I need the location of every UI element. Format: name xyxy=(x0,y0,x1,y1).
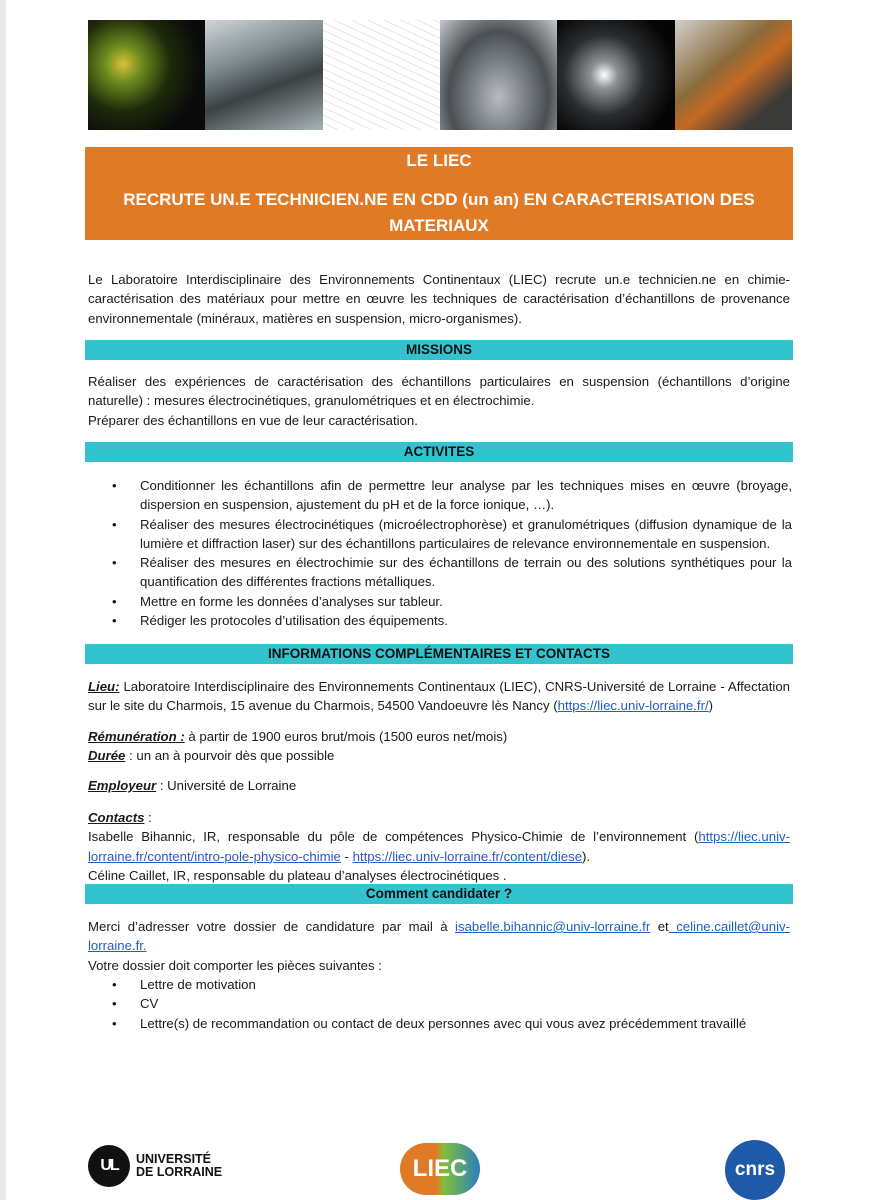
list-item: • Mettre en forme les données d’analyses sur tableur. xyxy=(112,592,792,611)
remuneration-label: Rémunération : xyxy=(88,729,185,744)
candidater-paragraph: Merci d’adresser votre dossier de candidature par mail à isabelle.bihannic@univ-lorraine.fr et celine.caillet@univ-lorraine.fr. Votre dossier doit comporter les pièces suivantes : xyxy=(88,917,790,975)
remuneration-paragraph: Rémunération : à partir de 1900 euros brut/mois (1500 euros net/mois) Durée : un an à pourvoir dès que possible xyxy=(88,729,508,764)
lieu-label: Lieu: xyxy=(88,679,120,694)
banner-photo-electrode xyxy=(440,20,557,130)
bullet-icon: • xyxy=(112,555,117,571)
banner-photo-minerals xyxy=(88,20,205,130)
banner-photo-lab-equipment xyxy=(205,20,322,130)
pieces-list xyxy=(112,975,792,1033)
ul-logo-line-2: DE LORRAINE xyxy=(136,1165,223,1179)
list-item: • Réaliser des mesures en électrochimie sur des échantillons de terrain ou des solutions synthétiques pour la quantification des différentes fractions métalliques. xyxy=(112,555,792,590)
list-item: • Lettre de motivation xyxy=(112,975,792,994)
title-box xyxy=(85,147,793,240)
cnrs-logo: cnrs xyxy=(725,1140,785,1200)
list-item: • Lettre(s) de recommandation ou contact de deux personnes avec qui vous avez précédemment travaillé xyxy=(112,1014,792,1033)
title-line-2: RECRUTE UN.E TECHNICIEN.NE EN CDD (un an) EN CARACTERISATION DES MATERIAUX xyxy=(123,190,755,235)
header-banner-image xyxy=(88,20,792,130)
contacts-paragraph: Contacts : Isabelle Bihannic, IR, responsable du pôle de compétences Physico-Chimie de l’environnement (https://liec.univ-lorraine.fr/content/intro-pole-physico-chimie - https://liec.univ-lorraine.fr/content/diese). Céline Caillet, IR, responsable du plateau d’analyses électrocinétiques . xyxy=(88,808,790,885)
list-item: • Conditionner les échantillons afin de permettre leur analyse par les techniques mises en œuvre (broyage, dispersion en suspension, ajustement du pH et de la force ionique, …). xyxy=(112,478,792,513)
contacts-label: Contacts xyxy=(88,810,145,825)
bullet-icon: • xyxy=(112,996,117,1012)
ul-mark: UL xyxy=(88,1145,130,1187)
bullet-icon: • xyxy=(112,478,117,493)
diese-link[interactable]: https://liec.univ-lorraine.fr/content/diese xyxy=(352,848,583,864)
banner-photo-formulas xyxy=(323,20,440,130)
bullet-icon: • xyxy=(112,613,117,629)
list-item: • Réaliser des mesures électrocinétiques (microélectrophorèse) et granulométriques (diffusion dynamique de la lumière et diffraction laser) sur des échantillons particulaires de relevance environnementale en suspension. xyxy=(112,516,792,551)
universite-lorraine-logo xyxy=(88,1145,222,1187)
email-link-caillet[interactable]: celine.caillet@univ-lorraine.fr. xyxy=(88,919,790,954)
employeur-label: Employeur xyxy=(88,778,157,793)
bullet-icon: • xyxy=(112,593,117,609)
bullet-icon: • xyxy=(112,516,117,532)
contact-2: Céline Caillet, IR, responsable du plateau d’analyses électrocinétiques . xyxy=(88,867,507,883)
missions-text-1: Réaliser des expériences de caractérisation des échantillons particulaires en suspension (échantillons d’origine naturelle) : mesures électrocinétiques, granulométriques et en électrochimie. xyxy=(88,374,790,409)
bullet-icon: • xyxy=(112,1015,117,1031)
lieu-paragraph: Lieu: Laboratoire Interdisciplinaire des Environnements Continentaux (LIEC), CNRS-Université de Lorraine - Affectation sur le site du Charmois, 15 avenue du Charmois, 54500 Vandoeuvre lès Nancy (https://liec.univ-lorraine.fr/) xyxy=(88,679,790,714)
ul-logo-line-1: UNIVERSITÉ xyxy=(136,1152,212,1166)
bullet-icon: • xyxy=(112,977,117,992)
email-link-bihannic[interactable]: isabelle.bihannic@univ-lorraine.fr xyxy=(455,919,651,934)
employeur-paragraph: Employeur : Université de Lorraine xyxy=(88,778,297,793)
banner-photo-instrument xyxy=(675,20,792,130)
banner-photo-microscopy xyxy=(557,20,674,130)
missions-paragraph xyxy=(88,372,790,430)
list-item: • Rédiger les protocoles d’utilisation des équipements. xyxy=(112,611,792,630)
activites-list xyxy=(112,476,792,630)
title-line-1: LE LIEC xyxy=(406,151,472,170)
page-edge xyxy=(0,0,6,1200)
duree-label: Durée xyxy=(88,748,126,764)
missions-heading: MISSIONS xyxy=(85,340,793,360)
missions-text-2: Préparer des échantillons en vue de leur caractérisation. xyxy=(88,412,418,428)
pole-physico-chimie-link[interactable]: https://liec.univ-lorraine.fr/content/intro-pole-physico-chimie xyxy=(88,829,790,864)
candidater-heading: Comment candidater ? xyxy=(85,884,793,904)
intro-paragraph: Le Laboratoire Interdisciplinaire des Environnements Continentaux (LIEC) recrute un.e technicien.ne en chimie-caractérisation des matériaux pour mettre en œuvre les techniques de caractérisation d’échantillons de provenance environnementale (minéraux, matières en suspension, micro-organismes). xyxy=(88,272,790,326)
activites-heading: ACTIVITES xyxy=(85,442,793,462)
list-item: • CV xyxy=(112,994,792,1013)
infos-heading: INFORMATIONS COMPLÉMENTAIRES ET CONTACTS xyxy=(85,644,793,664)
liec-logo: LIEC xyxy=(400,1143,480,1195)
liec-website-link[interactable]: https://liec.univ-lorraine.fr/ xyxy=(557,698,709,714)
pieces-intro: Votre dossier doit comporter les pièces suivantes : xyxy=(88,957,382,973)
